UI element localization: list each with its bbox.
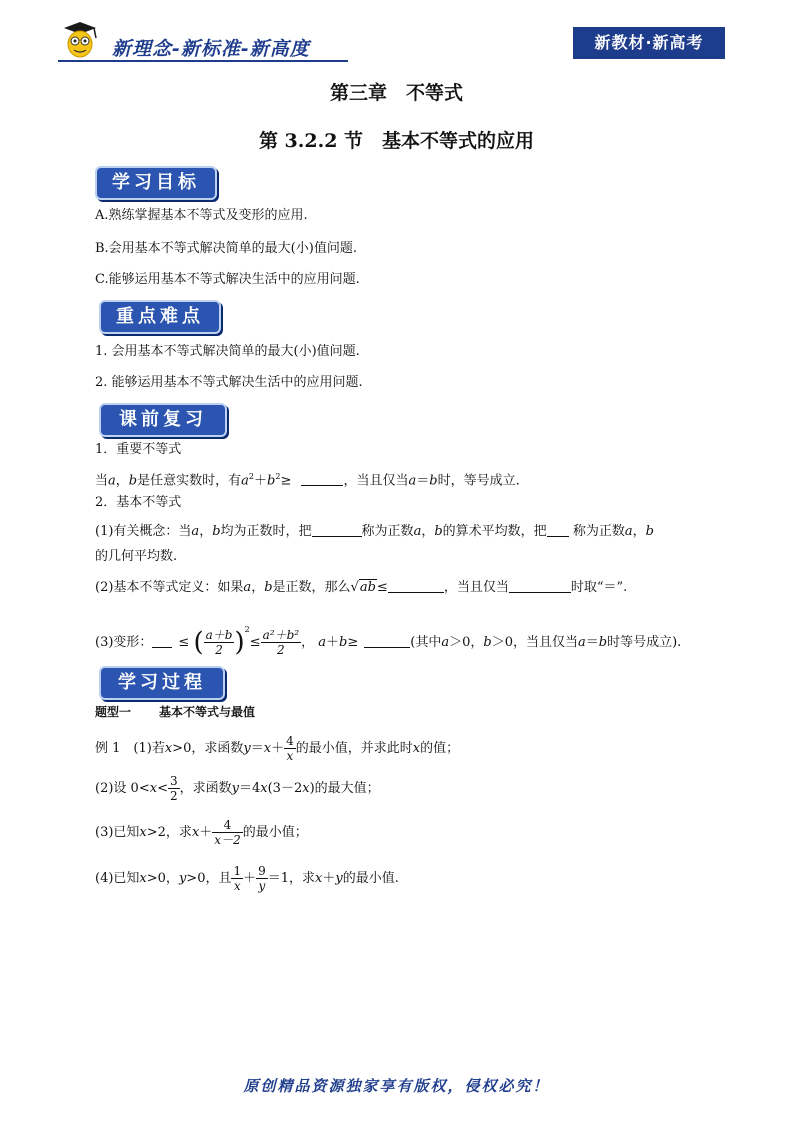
banner-keypoints: 重点难点 (99, 300, 221, 334)
banner-goals: 学习目标 (95, 166, 217, 200)
fraction-3-over-2: $\frac{3}{2}$ (169, 774, 178, 803)
goal-c: C.能够运用基本不等式解决生活中的应用问题. (95, 272, 360, 287)
header-badge: 新教材·新高考 (573, 27, 725, 59)
example-1-part-1: 例 1 (1)若x>0，求函数y＝x＋ $\frac{4}{x}$ 的最小值，并求此时x的值； (95, 734, 460, 763)
type1-heading: 题型一 基本不等式与最值 (95, 705, 256, 719)
header-underline (58, 60, 348, 62)
fraction-1-over-x: $\frac{1}{x}$ (233, 864, 242, 893)
blank-1 (301, 471, 343, 486)
fraction-a-plus-b-over-2: $\frac{a+b}{2}$ (205, 628, 233, 657)
review-line-5: (2)基本不等式定义：如果a，b是正数，那么√ab≤ ，当且仅当 时取“＝”. (95, 580, 628, 595)
review-line-3: (1)有关概念：当a，b均为正数时，把 称为正数a，b的算术平均数，把 称为正数a，b (95, 524, 654, 539)
fraction-4-over-x: $\frac{4}{x}$ (286, 734, 294, 763)
fraction-9-over-y: $\frac{9}{y}$ (258, 864, 266, 893)
blank-7 (364, 633, 410, 648)
section-title: 第 3.2.2 节 基本不等式的应用 (258, 130, 535, 152)
keypoint-2: 2. 能够运用基本不等式解决生活中的应用问题. (95, 375, 363, 390)
banner-process: 学习过程 (99, 666, 225, 700)
review-line-4: 的几何平均数. (95, 549, 178, 564)
fraction-4-over-x-minus-2: $\frac{4}{x-2}$ (214, 818, 241, 847)
example-1-part-3: (3)已知x>2，求x＋ $\frac{4}{x-2}$ 的最小值； (95, 818, 308, 847)
blank-4 (388, 578, 444, 593)
review-line-6: (3)变形： ≤ ( $\frac{a+b}{2}$ )$^2$≤ $\frac{\text{a²＋b²}}{2}$ ， a＋b≥ (其中a＞0，b＞0，当且仅当a＝b时等号成立). (95, 625, 682, 658)
footer-copyright: 原创精品资源独家享有版权，侵权必究！ (243, 1077, 550, 1095)
review-heading-2: 2．基本不等式 (95, 495, 182, 510)
example-1-part-2: (2)设 0<x< $\frac{3}{2}$ ，求函数y＝4x(3－2x)的最大值； (95, 774, 380, 803)
fraction-squares-over-2: $\frac{\text{a²＋b²}}{2}$ (262, 628, 300, 657)
blank-2 (312, 522, 362, 537)
logo-mascot-icon (58, 20, 104, 62)
blank-6 (152, 633, 172, 648)
chapter-title: 第三章 不等式 (329, 82, 463, 104)
example-1-part-4: (4)已知x>0，y>0，且 $\frac{1}{x}$ ＋ $\frac{9}{y}$ ＝1，求x＋y的最小值. (95, 864, 399, 893)
review-line-1: 当a，b是任意实数时，有$a^2+b^2\ge$ ，当且仅当a＝b时，等号成立. (95, 472, 520, 489)
blank-5 (509, 578, 571, 593)
banner-review: 课前复习 (99, 403, 227, 437)
header-slogan: 新理念-新标准-新高度 (112, 38, 310, 60)
goal-b: B.会用基本不等式解决简单的最大(小)值问题. (95, 241, 357, 256)
keypoint-1: 1. 会用基本不等式解决简单的最大(小)值问题. (95, 344, 360, 359)
review-heading-1: 1．重要不等式 (95, 442, 182, 457)
goal-a: A.熟练掌握基本不等式及变形的应用. (95, 208, 308, 223)
blank-3 (547, 522, 569, 537)
